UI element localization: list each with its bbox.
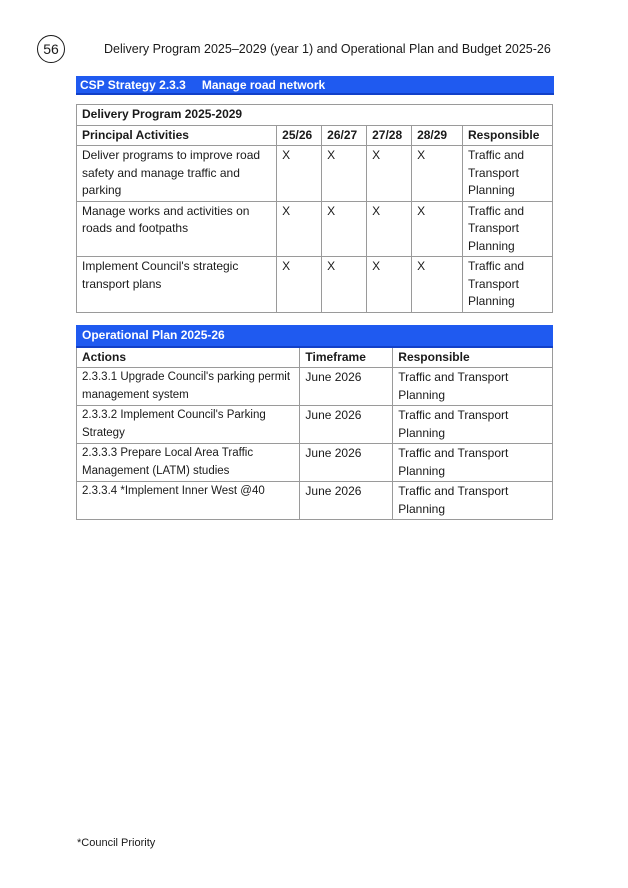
responsible-cell: Traffic and Transport Planning (463, 146, 553, 202)
table-row (77, 201, 553, 257)
year-mark-cell: X (412, 257, 463, 313)
column-header: 27/28 (367, 125, 412, 146)
operational-plan-title: Operational Plan 2025-26 (77, 326, 553, 347)
responsible-cell: Traffic and Transport Planning (393, 406, 553, 444)
delivery-program-table (76, 104, 553, 313)
responsible-cell: Traffic and Transport Planning (463, 257, 553, 313)
operational-plan-title-row (77, 326, 553, 347)
action-cell: 2.3.3.2 Implement Council's Parking Strategy (77, 406, 300, 444)
strategy-code: CSP Strategy 2.3.3 (80, 78, 186, 92)
delivery-program-title-row (77, 105, 553, 126)
column-header: Responsible (393, 347, 553, 368)
column-header: Actions (77, 347, 300, 368)
activity-cell: Implement Council's strategic transport plans (77, 257, 277, 313)
year-mark-cell: X (412, 146, 463, 202)
strategy-heading (76, 76, 554, 95)
year-mark-cell: X (322, 146, 367, 202)
action-cell: 2.3.3.3 Prepare Local Area Traffic Management (LATM) studies (77, 444, 300, 482)
column-header: 25/26 (277, 125, 322, 146)
responsible-cell: Traffic and Transport Planning (463, 201, 553, 257)
column-header: Principal Activities (77, 125, 277, 146)
responsible-cell: Traffic and Transport Planning (393, 482, 553, 520)
responsible-cell: Traffic and Transport Planning (393, 368, 553, 406)
table-row (77, 146, 553, 202)
delivery-program-header-row (77, 125, 553, 146)
timeframe-cell: June 2026 (300, 444, 393, 482)
action-cell: 2.3.3.4 *Implement Inner West @40 (77, 482, 300, 520)
table-row (77, 257, 553, 313)
page-number: 56 (37, 35, 65, 63)
operational-plan-table (76, 325, 553, 520)
column-header: 26/27 (322, 125, 367, 146)
year-mark-cell: X (322, 257, 367, 313)
year-mark-cell: X (412, 201, 463, 257)
footnote: *Council Priority (77, 837, 156, 849)
timeframe-cell: June 2026 (300, 406, 393, 444)
table-row (77, 406, 553, 444)
strategy-name: Manage road network (201, 78, 326, 92)
responsible-cell: Traffic and Transport Planning (393, 444, 553, 482)
column-header: 28/29 (412, 125, 463, 146)
year-mark-cell: X (367, 201, 412, 257)
year-mark-cell: X (322, 201, 367, 257)
delivery-program-title: Delivery Program 2025-2029 (77, 105, 553, 126)
activity-cell: Deliver programs to improve road safety and manage traffic and parking (77, 146, 277, 202)
year-mark-cell: X (277, 146, 322, 202)
year-mark-cell: X (277, 257, 322, 313)
year-mark-cell: X (367, 146, 412, 202)
document-title: Delivery Program 2025–2029 (year 1) and Operational Plan and Budget 2025-26 (104, 42, 551, 56)
timeframe-cell: June 2026 (300, 368, 393, 406)
column-header: Responsible (463, 125, 553, 146)
table-row (77, 482, 553, 520)
table-row (77, 444, 553, 482)
table-row (77, 368, 553, 406)
operational-plan-header-row (77, 347, 553, 368)
timeframe-cell: June 2026 (300, 482, 393, 520)
year-mark-cell: X (277, 201, 322, 257)
action-cell: 2.3.3.1 Upgrade Council's parking permit management system (77, 368, 300, 406)
year-mark-cell: X (367, 257, 412, 313)
activity-cell: Manage works and activities on roads and footpaths (77, 201, 277, 257)
column-header: Timeframe (300, 347, 393, 368)
